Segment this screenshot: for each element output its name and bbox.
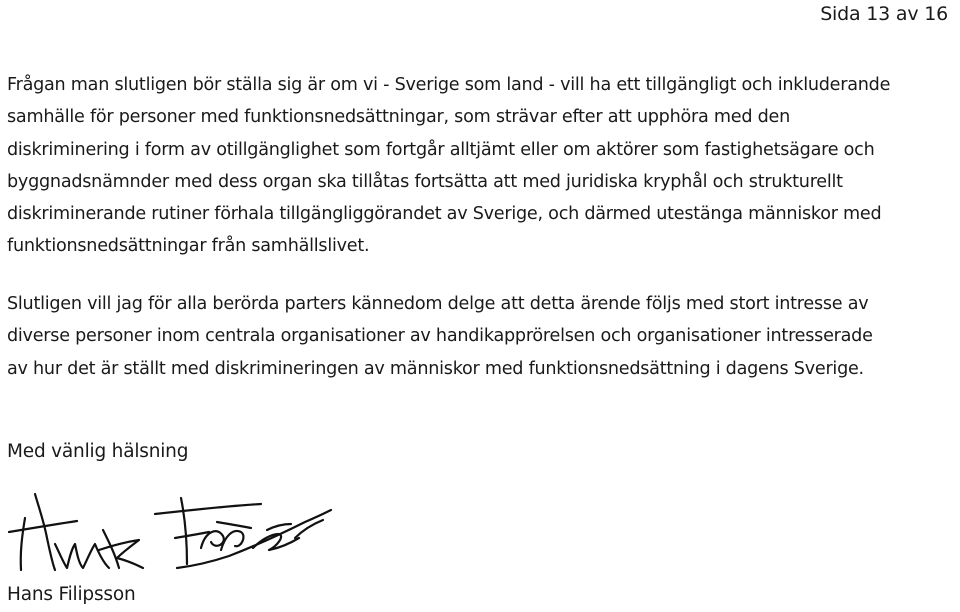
paragraph-line: Frågan man slutligen bör ställa sig är om vi - Sverige som land - vill ha ett tillgängligt och inkluderande (7, 75, 891, 95)
paragraph-line: av hur det är ställt med diskrimineringen av människor med funktionsnedsättning i dagens Sverige. (7, 358, 864, 379)
paragraph-line: diskriminerande rutiner förhala tillgängliggörandet av Sverige, och därmed utestänga människor med (7, 204, 882, 225)
paragraph-line: byggnadsnämnder med dess organ ska tillåtas fortsätta att med juridiska kryphål och strukturellt (7, 171, 843, 192)
signer-name: Hans Filipsson (7, 584, 136, 605)
paragraph-line: diskriminering i form av otillgänglighet som fortgår alltjämt eller om aktörer som fastighetsägare och (7, 139, 875, 160)
handwritten-signature (5, 488, 335, 578)
page-number: Sida 13 av 16 (820, 3, 948, 25)
closing-greeting: Med vänlig hälsning (7, 441, 189, 462)
paragraph-notice (7, 288, 957, 385)
paragraph-line: samhälle för personer med funktionsnedsättningar, som strävar efter att upphöra med den (7, 107, 790, 128)
paragraph-conclusion (7, 69, 957, 263)
paragraph-line: funktionsnedsättningar från samhällslivet. (7, 236, 370, 257)
paragraph-line: Slutligen vill jag för alla berörda parters kännedom delge att detta ärende följs med stort intresse av (7, 294, 869, 314)
paragraph-line: diverse personer inom centrala organisationer av handikapprörelsen och organisationer intresserade (7, 326, 873, 347)
